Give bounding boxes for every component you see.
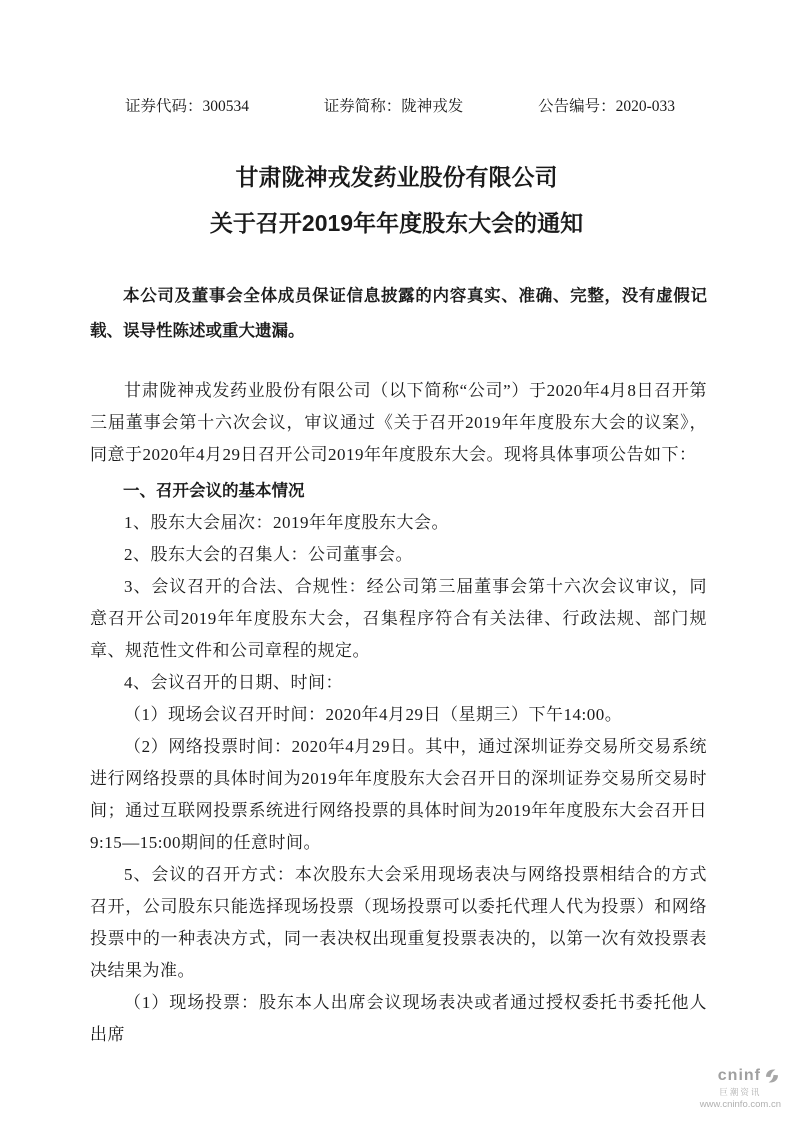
paragraph-legality: 3、会议召开的合法、合规性：经公司第三届董事会第十六次会议审议，同意召开公司2019年年度股东大会，召集程序符合有关法律、行政法规、部门规章、规范性文件和公司章程的规定。 xyxy=(90,577,707,660)
document-body xyxy=(90,279,707,1051)
company-title: 甘肃陇神戎发药业股份有限公司 xyxy=(235,164,558,190)
cninfo-logo-text: cninf xyxy=(717,1067,761,1084)
document-header-row xyxy=(125,96,675,117)
paragraph-meeting-session: 1、股东大会届次：2019年年度股东大会。 xyxy=(124,513,449,532)
cninfo-logo-site: www.cninfo.com.cn xyxy=(699,1099,781,1110)
paragraph-meeting-method: 5、会议的召开方式：本次股东大会采用现场表决与网络投票相结合的方式召开，公司股东只能选择现场投票（现场投票可以委托代理人代为投票）和网络投票中的一种表决方式，同一表决权出现重复投票表决的，以第一次有效投票表决结果为准。 xyxy=(90,865,707,980)
section-heading-meeting-basics: 一、召开会议的基本情况 xyxy=(123,482,305,500)
cninfo-swirl-icon xyxy=(763,1067,781,1085)
paragraph-onsite-meeting-time: （1）现场会议召开时间：2020年4月29日（星期三）下午14:00。 xyxy=(124,705,623,724)
stock-name-label: 证券简称：陇神戎发 xyxy=(323,98,464,115)
paragraph-onsite-voting: （1）现场投票：股东本人出席会议现场表决或者通过授权委托书委托他人出席 xyxy=(90,993,707,1044)
notice-title: 关于召开2019年年度股东大会的通知 xyxy=(209,210,584,236)
cninfo-watermark xyxy=(700,1067,781,1110)
paragraph-online-voting-time: （2）网络投票时间：2020年4月29日。其中，通过深圳证券交易所交易系统进行网络投票的具体时间为2019年年度股东大会召开日的深圳证券交易所交易时间；通过互联网投票系统进行网络投票的具体时间为2019年年度股东大会召开日9:15—15:00期间的任意时间。 xyxy=(90,737,707,852)
cninfo-logo-row xyxy=(700,1067,781,1085)
paragraph-convener: 2、股东大会的召集人：公司董事会。 xyxy=(124,545,413,564)
paragraph-date-time-heading: 4、会议召开的日期、时间： xyxy=(124,673,343,692)
stock-code-label: 证券代码：300534 xyxy=(125,98,250,115)
cninfo-logo-caption: 巨潮资讯 xyxy=(719,1087,762,1097)
announcement-number-label: 公告编号：2020-033 xyxy=(538,98,675,115)
intro-paragraph: 甘肃陇神戎发药业股份有限公司（以下简称“公司”）于2020年4月8日召开第三届董事会第十六次会议，审议通过《关于召开2019年年度股东大会的议案》，同意于2020年4月29日召开公司2019年年度股东大会。现将具体事项公告如下： xyxy=(90,381,707,464)
disclaimer-statement: 本公司及董事会全体成员保证信息披露的内容真实、准确、完整，没有虚假记载、误导性陈述或重大遗漏。 xyxy=(90,287,707,340)
